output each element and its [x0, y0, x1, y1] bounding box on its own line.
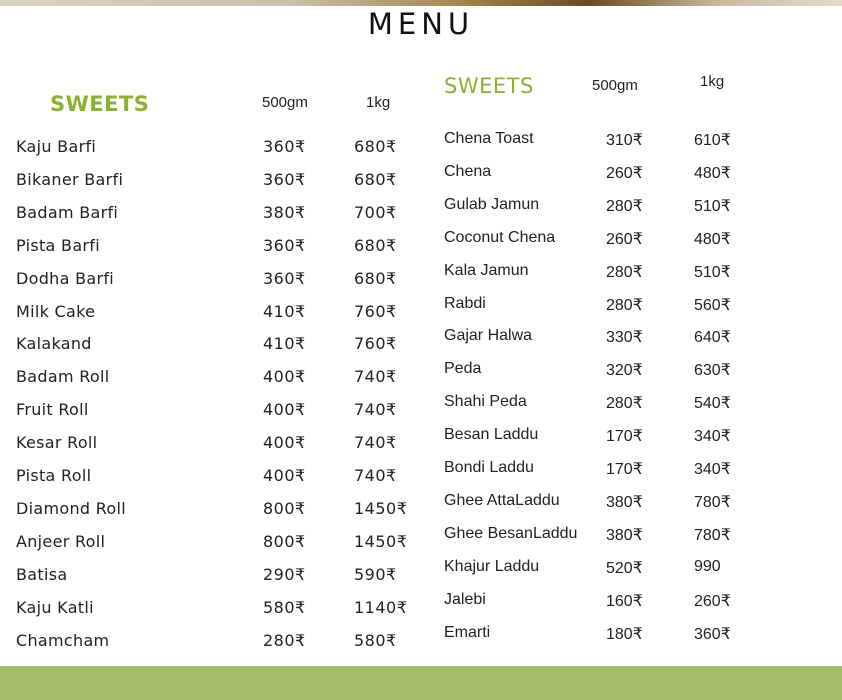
price-1kg: 340₹ [694, 428, 731, 446]
price-500gm: 360₹ [263, 235, 306, 255]
menu-item-row [444, 262, 834, 286]
item-name: Bikaner Barfi [16, 169, 124, 189]
price-500gm: 320₹ [606, 362, 643, 380]
price-500gm: 400₹ [263, 400, 306, 420]
price-500gm: 280₹ [606, 263, 643, 281]
left-section-heading: SWEETS [50, 92, 150, 116]
price-500gm: 290₹ [263, 564, 306, 584]
menu-item-row [444, 393, 834, 417]
price-500gm: 360₹ [263, 137, 306, 156]
item-name: Kaju Katli [16, 597, 94, 617]
price-500gm: 410₹ [263, 334, 306, 354]
item-name: Pista Roll [16, 466, 92, 485]
item-name: Badam Barfi [16, 202, 119, 222]
page-title: MENU [367, 7, 475, 41]
price-1kg: 740₹ [354, 466, 397, 485]
price-500gm: 580₹ [263, 597, 306, 617]
price-1kg: 580₹ [354, 630, 397, 650]
price-500gm: 280₹ [263, 630, 306, 650]
price-500gm: 170₹ [606, 428, 643, 446]
right-section-heading: SWEETS [444, 74, 534, 98]
item-name: Shahi Peda [444, 393, 527, 411]
menu-item-row [16, 631, 416, 655]
menu-item-row [444, 295, 834, 319]
price-500gm: 330₹ [606, 329, 643, 347]
item-name: Kalakand [16, 334, 92, 354]
item-name: Kala Jamun [444, 261, 529, 279]
price-500gm: 260₹ [606, 230, 643, 248]
menu-item-row [444, 360, 834, 384]
menu-item-row [16, 400, 416, 424]
menu-item-row [444, 163, 834, 187]
menu-item-row [444, 525, 834, 549]
price-1kg: 680₹ [354, 235, 397, 255]
top-banner-strip [0, 0, 842, 6]
price-500gm: 360₹ [263, 268, 306, 288]
bottom-band [0, 666, 842, 700]
price-500gm: 410₹ [263, 301, 306, 321]
item-name: Dodha Barfi [16, 268, 115, 288]
item-name: Jalebi [444, 590, 486, 608]
price-1kg: 990 [694, 557, 721, 575]
item-name: Peda [444, 360, 482, 378]
menu-item-row [16, 170, 416, 194]
price-500gm: 520₹ [606, 559, 643, 577]
price-500gm: 310₹ [606, 132, 643, 149]
menu-item-row [16, 137, 416, 161]
item-name: Chena [444, 162, 492, 180]
menu-item-row [16, 565, 416, 589]
item-name: Badam Roll [16, 367, 110, 387]
price-1kg: 680₹ [354, 137, 397, 156]
menu-item-row [16, 532, 416, 556]
item-name: Fruit Roll [16, 400, 89, 420]
price-1kg: 480₹ [694, 230, 731, 248]
menu-item-row [444, 130, 834, 154]
item-name: Pista Barfi [16, 235, 100, 255]
item-name: Kaju Barfi [16, 137, 97, 156]
item-name: Bondi Laddu [444, 459, 534, 476]
price-500gm: 800₹ [263, 498, 306, 518]
item-name: Khajur Laddu [444, 557, 540, 575]
price-1kg: 680₹ [354, 169, 397, 189]
item-name: Besan Laddu [444, 426, 539, 444]
price-1kg: 740₹ [354, 400, 397, 420]
price-1kg: 610₹ [694, 132, 731, 149]
price-1kg: 740₹ [354, 367, 397, 387]
price-1kg: 340₹ [694, 461, 731, 478]
price-1kg: 560₹ [694, 296, 731, 314]
item-name: Gulab Jamun [444, 195, 540, 213]
price-500gm: 280₹ [606, 395, 643, 413]
menu-item-row [16, 269, 416, 293]
price-1kg: 780₹ [694, 526, 731, 544]
price-500gm: 380₹ [606, 526, 643, 544]
menu-item-row [444, 591, 834, 615]
price-1kg: 480₹ [694, 164, 731, 182]
menu-item-row [16, 302, 416, 326]
price-1kg: 760₹ [354, 301, 397, 321]
menu-item-row [16, 203, 416, 227]
right-col-header-500gm: 500gm [592, 77, 638, 94]
menu-item-row [444, 492, 834, 516]
menu-item-row [16, 367, 416, 391]
price-1kg: 360₹ [694, 625, 731, 643]
item-name: Coconut Chena [444, 228, 556, 246]
price-500gm: 400₹ [263, 466, 306, 485]
menu-item-row [444, 327, 834, 351]
item-name: Gajar Halwa [444, 327, 533, 345]
right-col-header-1kg: 1kg [700, 73, 725, 90]
menu-item-row [16, 466, 416, 490]
price-1kg: 540₹ [694, 395, 731, 413]
menu-item-row [444, 196, 834, 220]
menu-item-row [16, 236, 416, 260]
price-1kg: 740₹ [354, 433, 397, 453]
item-name: Anjeer Roll [16, 531, 106, 551]
item-name: Kesar Roll [16, 433, 98, 453]
menu-item-row [16, 598, 416, 622]
price-500gm: 180₹ [606, 625, 643, 643]
price-1kg: 1450₹ [354, 498, 408, 518]
menu-item-row [444, 558, 834, 582]
price-500gm: 400₹ [263, 367, 306, 387]
item-name: Chamcham [16, 630, 110, 650]
price-500gm: 360₹ [263, 169, 306, 189]
price-1kg: 510₹ [694, 263, 731, 281]
price-1kg: 1140₹ [354, 597, 408, 617]
price-500gm: 800₹ [263, 531, 306, 551]
price-1kg: 630₹ [694, 362, 731, 380]
price-500gm: 170₹ [606, 461, 643, 478]
item-name: Emarti [444, 623, 491, 641]
item-name: Ghee AttaLaddu [444, 491, 560, 509]
menu-item-row [444, 624, 834, 648]
item-name: Batisa [16, 564, 68, 584]
price-1kg: 680₹ [354, 268, 397, 288]
price-1kg: 700₹ [354, 202, 397, 222]
price-500gm: 280₹ [606, 296, 643, 314]
price-500gm: 380₹ [606, 493, 643, 511]
item-name: Milk Cake [16, 301, 96, 321]
left-col-header-1kg: 1kg [366, 94, 391, 111]
price-500gm: 260₹ [606, 164, 643, 182]
price-1kg: 780₹ [694, 493, 731, 511]
price-1kg: 640₹ [694, 329, 731, 347]
price-500gm: 160₹ [606, 592, 643, 610]
price-500gm: 400₹ [263, 433, 306, 453]
menu-item-row [16, 499, 416, 523]
price-1kg: 510₹ [694, 197, 731, 215]
menu-item-row [444, 459, 834, 483]
menu-item-row [16, 334, 416, 358]
item-name: Diamond Roll [16, 498, 127, 518]
price-1kg: 1450₹ [354, 531, 408, 551]
price-500gm: 280₹ [606, 197, 643, 215]
price-1kg: 590₹ [354, 564, 397, 584]
price-500gm: 380₹ [263, 202, 306, 222]
item-name: Chena Toast [444, 130, 534, 147]
item-name: Rabdi [444, 294, 486, 312]
menu-item-row [16, 433, 416, 457]
menu-item-row [444, 426, 834, 450]
menu-item-row [444, 229, 834, 253]
price-1kg: 260₹ [694, 592, 731, 610]
price-1kg: 760₹ [354, 334, 397, 354]
left-col-header-500gm: 500gm [262, 94, 308, 111]
item-name: Ghee BesanLaddu [444, 524, 578, 542]
